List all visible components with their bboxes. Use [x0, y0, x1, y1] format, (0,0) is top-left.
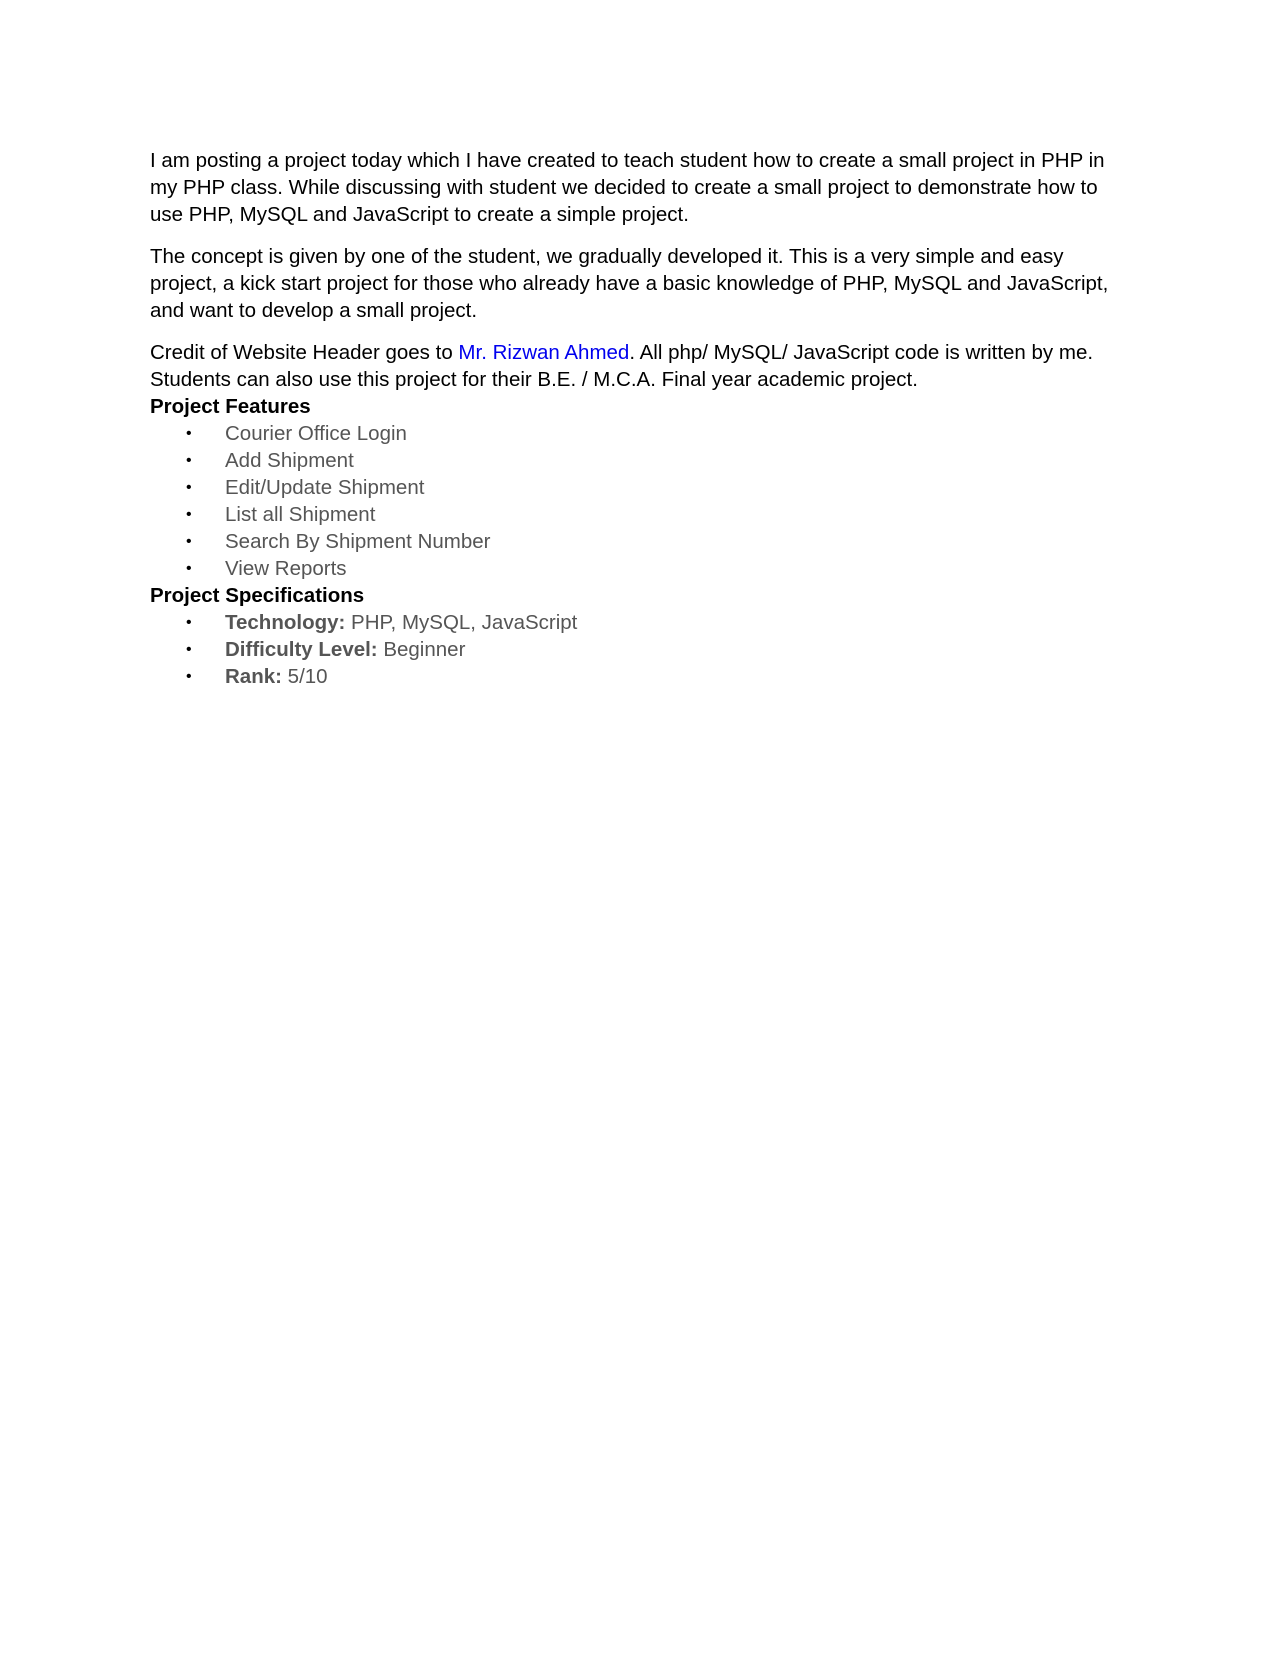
feature-label: View Reports — [225, 557, 347, 580]
list-item — [150, 501, 1130, 528]
spec-key: Rank: — [225, 665, 282, 688]
spec-key: Technology: — [225, 611, 346, 634]
author-link[interactable]: Mr. Rizwan Ahmed — [458, 341, 630, 364]
list-item — [150, 663, 1130, 690]
credit-text-before: Credit of Website Header goes to — [150, 341, 459, 364]
list-item — [150, 609, 1130, 636]
list-item — [150, 474, 1130, 501]
spec-value: Beginner — [377, 638, 466, 661]
spec-key: Difficulty Level: — [225, 638, 378, 661]
bullet-icon: • — [186, 668, 192, 685]
feature-label: Search By Shipment Number — [225, 530, 491, 553]
feature-label: Add Shipment — [225, 449, 354, 472]
feature-label: Courier Office Login — [225, 422, 407, 445]
intro-paragraph-1: I am posting a project today which I have created to teach student how to create a small project in PHP in my PHP class. While discussing with student we decided to create a small project to demonstrate how to use PHP, MySQL and JavaScript to create a simple project. — [150, 149, 1105, 226]
credit-text-after: . All php/ MySQL/ JavaScript code is written by me. Students can also use this project for their B.E. / M.C.A. Final year academic project. — [150, 341, 1094, 391]
specifications-heading: Project Specifications — [150, 584, 365, 607]
intro-paragraph-3 — [150, 339, 1130, 393]
feature-label: List all Shipment — [225, 503, 376, 526]
specifications-list — [150, 609, 1130, 690]
spec-value: PHP, MySQL, JavaScript — [345, 611, 578, 634]
list-item — [150, 528, 1130, 555]
intro-paragraph-2: The concept is given by one of the student, we gradually developed it. This is a very simple and easy project, a kick start project for those who already have a basic knowledge of PHP, MySQL and JavaScript, and want to develop a small project. — [150, 245, 1109, 322]
bullet-icon: • — [186, 479, 192, 496]
bullet-icon: • — [186, 425, 192, 442]
bullet-icon: • — [186, 641, 192, 658]
document-body — [150, 147, 1130, 690]
bullet-icon: • — [186, 533, 192, 550]
feature-label: Edit/Update Shipment — [225, 476, 425, 499]
bullet-icon: • — [186, 452, 192, 469]
list-item — [150, 555, 1130, 582]
features-heading: Project Features — [150, 395, 311, 418]
list-item — [150, 447, 1130, 474]
bullet-icon: • — [186, 614, 192, 631]
spec-value: 5/10 — [281, 665, 328, 688]
list-item — [150, 636, 1130, 663]
list-item — [150, 420, 1130, 447]
bullet-icon: • — [186, 560, 192, 577]
bullet-icon: • — [186, 506, 192, 523]
features-list — [150, 420, 1130, 582]
